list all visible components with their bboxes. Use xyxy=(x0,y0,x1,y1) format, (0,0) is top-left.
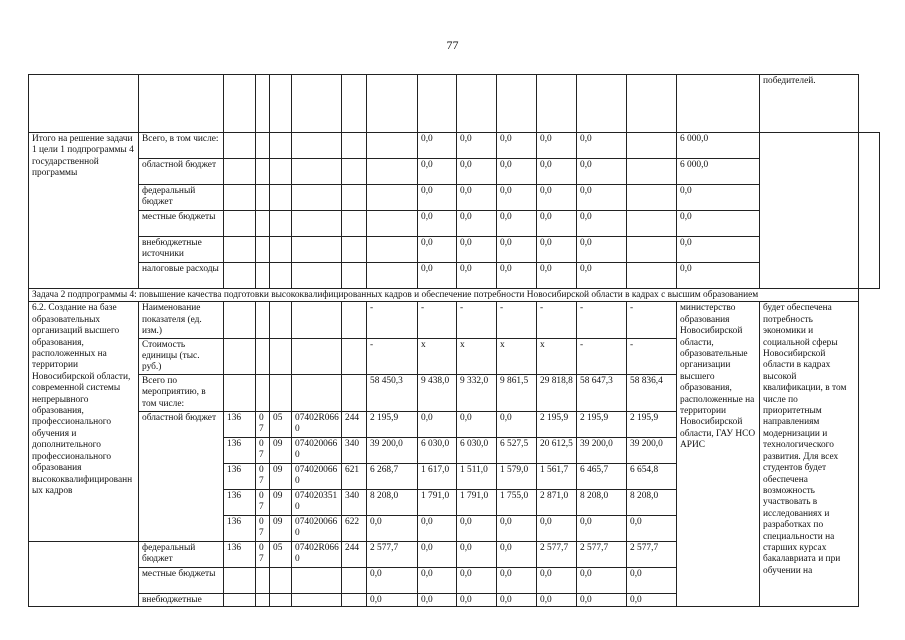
value-cell: 2 195,9 xyxy=(537,411,577,437)
value-cell: - xyxy=(367,302,418,338)
empty-cell xyxy=(342,237,367,263)
budget-code-cell xyxy=(224,593,256,606)
value-cell: 0,0 xyxy=(577,567,627,593)
funding-source-label: Наименование показателя (ед. изм.) xyxy=(139,302,224,338)
empty-cell xyxy=(342,133,367,159)
value-cell: 8 208,0 xyxy=(627,489,677,515)
value-cell: 2 871,0 xyxy=(537,489,577,515)
budget-code-cell xyxy=(342,374,367,411)
value-cell: 0,0 xyxy=(497,237,537,263)
empty-cell xyxy=(342,185,367,211)
value-cell: 0,0 xyxy=(418,593,457,606)
budget-code-cell xyxy=(292,593,342,606)
task-header: Задача 2 подпрограммы 4: повышение качества подготовки высококвалифицированных кадров и обеспечение потребности Новосибирской области в кадрах с высшим образованием xyxy=(29,289,859,302)
value-cell: 6 030,0 xyxy=(418,437,457,463)
value-cell: 0,0 xyxy=(537,515,577,541)
value-cell: - xyxy=(418,302,457,338)
value-cell: 0,0 xyxy=(418,185,457,211)
value-cell: 6 000,0 xyxy=(677,159,760,185)
empty-cell xyxy=(270,211,292,237)
value-cell: - xyxy=(457,302,497,338)
total-title: Итого на решение задачи 1 цели 1 подпрограммы 4 государственной программы xyxy=(29,133,139,289)
value-cell: 0,0 xyxy=(418,133,457,159)
value-cell: 1 511,0 xyxy=(457,463,497,489)
empty-cell xyxy=(627,211,677,237)
value-cell: 0,0 xyxy=(457,263,497,289)
empty-cell xyxy=(367,185,418,211)
empty-cell xyxy=(627,185,677,211)
value-cell: 0,0 xyxy=(367,515,418,541)
empty-cell xyxy=(256,75,270,133)
empty-cell xyxy=(292,211,342,237)
empty-cell xyxy=(627,237,677,263)
value-cell: 0,0 xyxy=(457,593,497,606)
budget-code-cell: 0740200660 xyxy=(292,515,342,541)
table-row xyxy=(29,159,880,185)
value-cell: 0,0 xyxy=(497,515,537,541)
empty-cell xyxy=(224,211,256,237)
budget-code-cell: 07 xyxy=(256,437,270,463)
budget-code-cell: 136 xyxy=(224,437,256,463)
value-cell: x xyxy=(537,338,577,374)
value-cell: 6 030,0 xyxy=(457,437,497,463)
empty-cell xyxy=(342,263,367,289)
value-cell: x xyxy=(418,338,457,374)
budget-code-cell: 07402R0660 xyxy=(292,541,342,567)
empty-cell xyxy=(224,133,256,159)
value-cell: 0,0 xyxy=(418,263,457,289)
budget-code-cell: 136 xyxy=(224,489,256,515)
value-cell: 58 647,3 xyxy=(577,374,627,411)
empty-cell xyxy=(677,75,760,133)
value-cell: 0,0 xyxy=(418,567,457,593)
budget-code-cell xyxy=(342,593,367,606)
budget-code-cell: 0740203510 xyxy=(292,489,342,515)
value-cell: 0,0 xyxy=(577,515,627,541)
value-cell: 0,0 xyxy=(537,593,577,606)
budget-code-cell: 09 xyxy=(270,437,292,463)
empty-cell xyxy=(367,237,418,263)
value-cell: 2 195,9 xyxy=(367,411,418,437)
value-cell: 0,0 xyxy=(367,567,418,593)
budget-code-cell: 136 xyxy=(224,463,256,489)
budget-code-cell xyxy=(224,338,256,374)
budget-code-cell xyxy=(292,567,342,593)
empty-cell xyxy=(270,159,292,185)
value-cell: 1 617,0 xyxy=(418,463,457,489)
value-cell: 0,0 xyxy=(677,263,760,289)
budget-code-cell: 0740200660 xyxy=(292,437,342,463)
value-cell: 1 755,0 xyxy=(497,489,537,515)
value-cell: 0,0 xyxy=(457,411,497,437)
value-cell: 0,0 xyxy=(457,567,497,593)
value-cell: 0,0 xyxy=(677,211,760,237)
value-cell: 1 579,0 xyxy=(497,463,537,489)
value-cell: 0,0 xyxy=(457,237,497,263)
value-cell: 9 861,5 xyxy=(497,374,537,411)
empty-cell xyxy=(418,75,457,133)
value-cell: 0,0 xyxy=(497,133,537,159)
budget-code-cell xyxy=(292,338,342,374)
funding-source-label: Стоимость единицы (тыс. руб.) xyxy=(139,338,224,374)
value-cell: 0,0 xyxy=(457,133,497,159)
value-cell: 2 577,7 xyxy=(367,541,418,567)
budget-code-cell: 05 xyxy=(270,411,292,437)
value-cell: 0,0 xyxy=(677,185,760,211)
empty-cell xyxy=(367,263,418,289)
budget-code-cell: 05 xyxy=(270,541,292,567)
budget-code-cell xyxy=(224,374,256,411)
value-cell: 9 438,0 xyxy=(418,374,457,411)
budget-code-cell: 09 xyxy=(270,463,292,489)
empty-cell xyxy=(224,237,256,263)
value-cell: 0,0 xyxy=(577,593,627,606)
table-row xyxy=(29,263,880,289)
empty-cell xyxy=(342,159,367,185)
empty-cell xyxy=(760,133,859,289)
value-cell: 0,0 xyxy=(457,185,497,211)
empty-cell xyxy=(256,263,270,289)
empty-cell xyxy=(627,75,677,133)
value-cell: 0,0 xyxy=(537,237,577,263)
empty-cell xyxy=(256,185,270,211)
budget-code-cell xyxy=(224,302,256,338)
value-cell: 0,0 xyxy=(457,211,497,237)
value-cell: - xyxy=(537,302,577,338)
value-cell: 1 791,0 xyxy=(457,489,497,515)
budget-code-cell: 07 xyxy=(256,463,270,489)
funding-source-label: внебюджетные xyxy=(139,593,224,606)
value-cell: 8 208,0 xyxy=(577,489,627,515)
budget-code-cell: 07 xyxy=(256,411,270,437)
value-cell: 0,0 xyxy=(627,515,677,541)
value-cell: 58 836,4 xyxy=(627,374,677,411)
empty-cell xyxy=(292,159,342,185)
table-row xyxy=(29,185,880,211)
budget-code-cell: 0740200660 xyxy=(292,463,342,489)
value-cell: - xyxy=(627,302,677,338)
budget-code-cell xyxy=(270,593,292,606)
table-row xyxy=(29,211,880,237)
value-cell: 0,0 xyxy=(577,133,627,159)
value-cell: - xyxy=(577,338,627,374)
budget-code-cell: 07 xyxy=(256,515,270,541)
value-cell: 0,0 xyxy=(677,237,760,263)
funding-source-label: областной бюджет xyxy=(139,411,224,541)
budget-code-cell xyxy=(342,338,367,374)
empty-cell xyxy=(537,75,577,133)
empty-cell xyxy=(367,75,418,133)
value-cell: 0,0 xyxy=(497,567,537,593)
value-cell: 6 268,7 xyxy=(367,463,418,489)
empty-cell xyxy=(224,185,256,211)
table-row xyxy=(29,133,880,159)
funding-source-label: местные бюджеты xyxy=(139,211,224,237)
empty-cell xyxy=(457,75,497,133)
budget-code-cell xyxy=(224,567,256,593)
value-cell: 0,0 xyxy=(418,211,457,237)
budget-code-cell: 136 xyxy=(224,541,256,567)
budget-code-cell: 622 xyxy=(342,515,367,541)
empty-cell xyxy=(577,75,627,133)
funding-source-label: федеральный бюджет xyxy=(139,541,224,567)
table-body xyxy=(29,75,880,607)
value-cell: 6 527,5 xyxy=(497,437,537,463)
empty-cell xyxy=(270,133,292,159)
funding-source-label: областной бюджет xyxy=(139,159,224,185)
funding-source-label: внебюджетные источники xyxy=(139,237,224,263)
empty-cell xyxy=(292,133,342,159)
value-cell: 0,0 xyxy=(577,211,627,237)
value-cell: 6 654,8 xyxy=(627,463,677,489)
empty-cell xyxy=(342,211,367,237)
empty-cell xyxy=(224,75,256,133)
budget-code-cell xyxy=(270,302,292,338)
empty-cell xyxy=(29,75,139,133)
budget-code-cell: 244 xyxy=(342,541,367,567)
empty-cell xyxy=(497,75,537,133)
budget-code-cell xyxy=(256,374,270,411)
value-cell: 0,0 xyxy=(627,593,677,606)
table-row xyxy=(29,302,880,338)
value-cell: 0,0 xyxy=(627,567,677,593)
empty-cell xyxy=(224,159,256,185)
empty-cell xyxy=(270,237,292,263)
value-cell: 0,0 xyxy=(497,159,537,185)
empty-cell xyxy=(270,185,292,211)
table-row xyxy=(29,237,880,263)
empty-cell xyxy=(256,211,270,237)
budget-code-cell: 244 xyxy=(342,411,367,437)
budget-code-cell xyxy=(270,567,292,593)
value-cell: 1 561,7 xyxy=(537,463,577,489)
value-cell: 2 195,9 xyxy=(627,411,677,437)
budget-code-cell xyxy=(256,338,270,374)
value-cell: 2 577,7 xyxy=(537,541,577,567)
value-cell: 0,0 xyxy=(537,185,577,211)
value-cell: 2 195,9 xyxy=(577,411,627,437)
empty-cell xyxy=(29,541,139,606)
value-cell: 0,0 xyxy=(418,159,457,185)
value-cell: 0,0 xyxy=(577,159,627,185)
value-cell: 1 791,0 xyxy=(418,489,457,515)
budget-code-cell xyxy=(342,302,367,338)
value-cell: 0,0 xyxy=(497,541,537,567)
value-cell: 0,0 xyxy=(418,237,457,263)
value-cell: 0,0 xyxy=(497,263,537,289)
budget-code-cell: 07 xyxy=(256,489,270,515)
value-cell: 0,0 xyxy=(497,593,537,606)
value-cell: - xyxy=(497,302,537,338)
value-cell: 0,0 xyxy=(497,411,537,437)
value-cell: 0,0 xyxy=(418,541,457,567)
empty-cell xyxy=(256,133,270,159)
value-cell: - xyxy=(577,302,627,338)
value-cell: 39 200,0 xyxy=(367,437,418,463)
funding-source-label: местные бюджеты xyxy=(139,567,224,593)
budget-code-cell: 09 xyxy=(270,489,292,515)
empty-cell xyxy=(224,263,256,289)
value-cell: 0,0 xyxy=(457,515,497,541)
funding-source-label: Всего, в том числе: xyxy=(139,133,224,159)
value-cell: 39 200,0 xyxy=(627,437,677,463)
budget-table xyxy=(28,74,880,607)
funding-source-label: налоговые расходы xyxy=(139,263,224,289)
value-cell: 0,0 xyxy=(537,133,577,159)
budget-code-cell xyxy=(292,302,342,338)
budget-code-cell xyxy=(256,567,270,593)
value-cell: x xyxy=(457,338,497,374)
budget-code-cell: 621 xyxy=(342,463,367,489)
value-cell: 0,0 xyxy=(418,515,457,541)
executor-cell: министерство образования Новосибирской области, образовательные организации высшего образования, расположенные на территории Новосибирской области, ГАУ НСО АРИС xyxy=(677,302,760,607)
result-cell: будет обеспечена потребность экономики и социальной сферы Новосибирской области в кадрах высокой квалификации, в том числе по приоритетным направлениям модернизации и технологического развития. Для всех студентов будет обеспечена возможность участвовать в исследованиях и разработках по специальности на старших курсах бакалавриата и при обучении на xyxy=(760,302,859,607)
value-cell: 0,0 xyxy=(577,185,627,211)
value-cell: 20 612,5 xyxy=(537,437,577,463)
budget-code-cell: 09 xyxy=(270,515,292,541)
empty-cell xyxy=(292,237,342,263)
value-cell: 6 465,7 xyxy=(577,463,627,489)
empty-cell xyxy=(367,211,418,237)
empty-cell xyxy=(270,75,292,133)
value-cell: x xyxy=(497,338,537,374)
budget-code-cell xyxy=(256,302,270,338)
value-cell: 0,0 xyxy=(537,567,577,593)
budget-code-cell xyxy=(270,338,292,374)
table-row xyxy=(29,75,880,133)
budget-code-cell xyxy=(270,374,292,411)
budget-code-cell: 07402R0660 xyxy=(292,411,342,437)
funding-source-label: Всего по мероприятию, в том числе: xyxy=(139,374,224,411)
funding-source-label: федеральный бюджет xyxy=(139,185,224,211)
value-cell: 8 208,0 xyxy=(367,489,418,515)
value-cell: - xyxy=(367,338,418,374)
value-cell: 0,0 xyxy=(577,237,627,263)
table-row xyxy=(29,289,880,302)
budget-code-cell: 07 xyxy=(256,541,270,567)
budget-code-cell xyxy=(256,593,270,606)
empty-cell xyxy=(859,133,880,289)
budget-code-cell: 340 xyxy=(342,489,367,515)
page-number: 77 xyxy=(446,38,459,52)
value-cell: 0,0 xyxy=(497,211,537,237)
result-note: победителей. xyxy=(760,75,859,133)
value-cell: 0,0 xyxy=(537,263,577,289)
empty-cell xyxy=(270,263,292,289)
budget-code-cell: 136 xyxy=(224,411,256,437)
empty-cell xyxy=(292,75,342,133)
value-cell: 0,0 xyxy=(537,159,577,185)
budget-code-cell xyxy=(342,567,367,593)
value-cell: 0,0 xyxy=(537,211,577,237)
empty-cell xyxy=(627,133,677,159)
value-cell: 39 200,0 xyxy=(577,437,627,463)
value-cell: 0,0 xyxy=(457,541,497,567)
empty-cell xyxy=(292,185,342,211)
value-cell: 2 577,7 xyxy=(577,541,627,567)
value-cell: 0,0 xyxy=(367,593,418,606)
budget-code-cell: 136 xyxy=(224,515,256,541)
empty-cell xyxy=(139,75,224,133)
empty-cell xyxy=(367,133,418,159)
value-cell: 58 450,3 xyxy=(367,374,418,411)
empty-cell xyxy=(627,263,677,289)
value-cell: - xyxy=(627,338,677,374)
value-cell: 2 577,7 xyxy=(627,541,677,567)
value-cell: 0,0 xyxy=(457,159,497,185)
measure-title: 6.2. Создание на базе образовательных организаций высшего образования, расположенных на территории Новосибирской области, современной системы непрерывного образования, профессионального обучения и дополнительного профессионального образования высококвалифицированных кадров xyxy=(29,302,139,541)
budget-code-cell xyxy=(292,374,342,411)
value-cell: 6 000,0 xyxy=(677,133,760,159)
budget-code-cell: 340 xyxy=(342,437,367,463)
empty-cell xyxy=(342,75,367,133)
empty-cell xyxy=(256,159,270,185)
value-cell: 0,0 xyxy=(497,185,537,211)
value-cell: 9 332,0 xyxy=(457,374,497,411)
empty-cell xyxy=(367,159,418,185)
empty-cell xyxy=(292,263,342,289)
value-cell: 29 818,8 xyxy=(537,374,577,411)
value-cell: 0,0 xyxy=(418,411,457,437)
empty-cell xyxy=(627,159,677,185)
value-cell: 0,0 xyxy=(577,263,627,289)
empty-cell xyxy=(256,237,270,263)
